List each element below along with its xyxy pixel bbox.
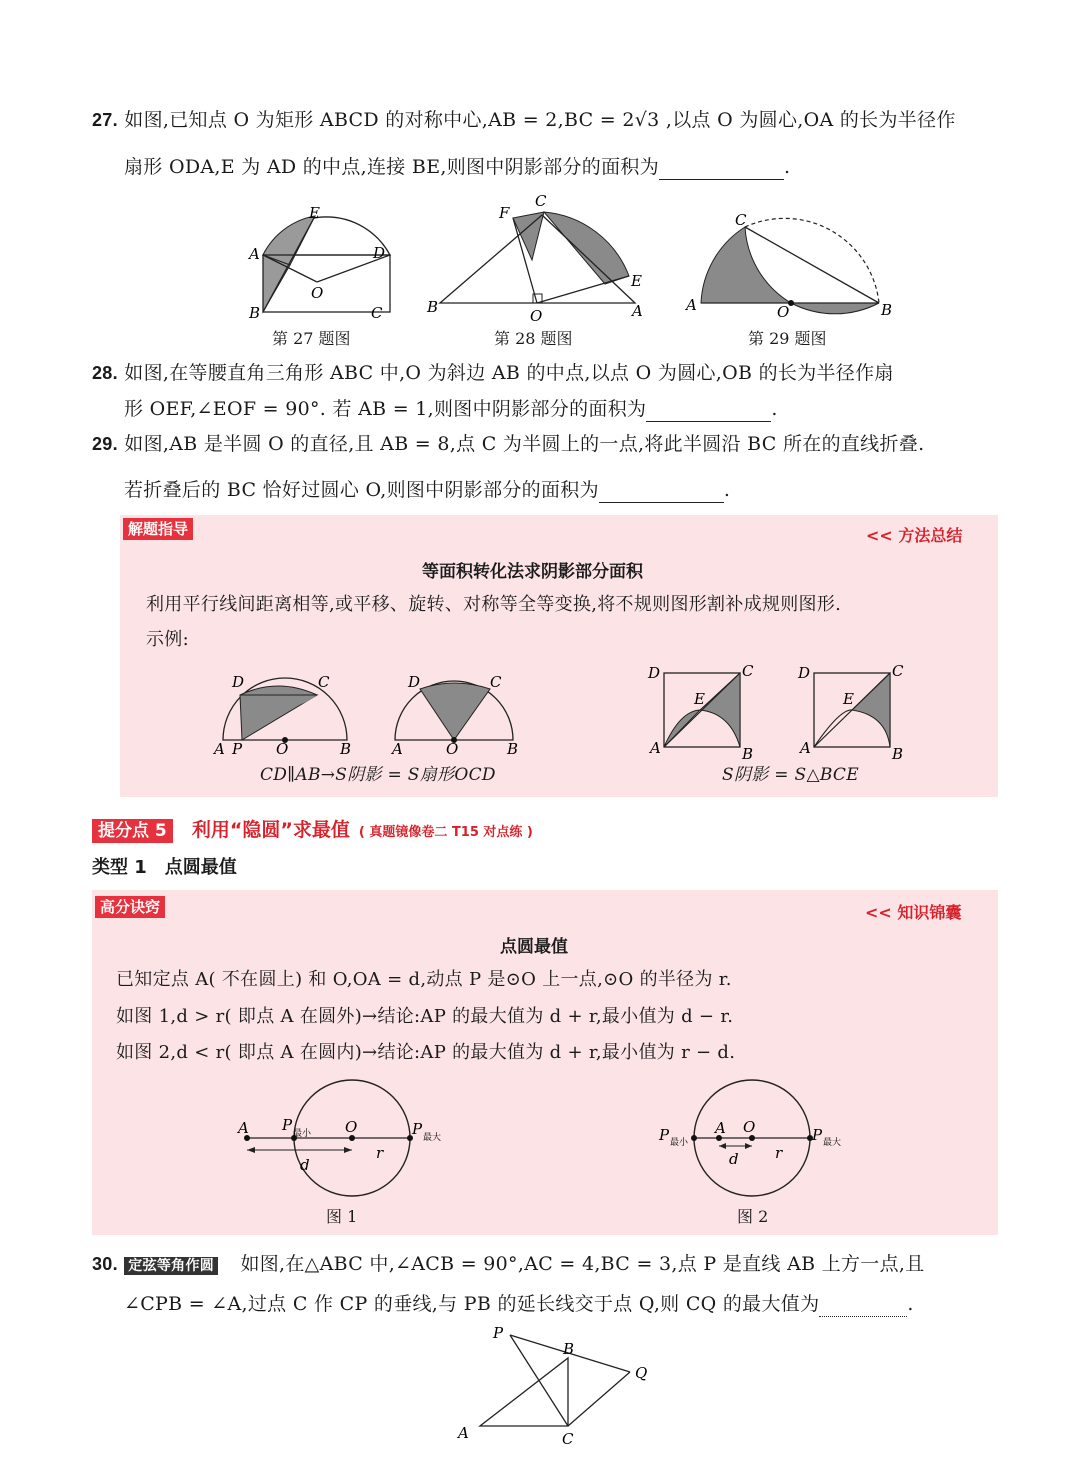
svg-text:d: d (300, 1156, 310, 1174)
q27-line1 (92, 108, 956, 132)
box2-tag: 高分诀窍 (95, 896, 165, 918)
q27-text-1: 如图,已知点 O 为矩形 ABCD 的对称中心,AB = 2,BC = 2√3 ,以点 O 为圆心,OA 的长为半径作 (124, 109, 956, 131)
svg-text:C: C (318, 673, 330, 691)
method-summary-box (120, 515, 998, 797)
q28-text-1: 如图,在等腰直角三角形 ABC 中,O 为斜边 AB 的中点,以点 O 为圆心,OB 的长为半径作扇 (124, 362, 894, 384)
fig30-label-A: A (458, 1424, 469, 1442)
fig27-label-D: D (373, 244, 386, 262)
q29-answer-blank (599, 478, 724, 503)
svg-text:C: C (742, 663, 754, 680)
box2-text-2: 如图 1,d > r( 即点 A 在圆外)→结论:AP 的最大值为 d + r,最小值为 d − r. (116, 1006, 734, 1027)
fig29-caption: 第 29 题图 (748, 329, 827, 348)
svg-text:D: D (648, 664, 661, 682)
q28-number: 28. (92, 363, 118, 383)
box2-title: 点圆最值 (500, 937, 568, 957)
figure-28 (425, 188, 650, 323)
svg-text:O: O (446, 740, 459, 758)
fig29-label-B: B (881, 301, 893, 319)
box2-caption-2: 图 2 (737, 1207, 769, 1226)
fig28-label-F: F (499, 204, 510, 222)
q30-text-1: 如图,在△ABC 中,∠ACB = 90°,AC = 4,BC = 3,点 P 是直线 AB 上方一点,且 (240, 1253, 925, 1275)
svg-text:D: D (798, 664, 811, 682)
svg-text:r: r (775, 1144, 783, 1162)
q30-text-2: ∠CPB = ∠A,过点 C 作 CP 的垂线,与 PB 的延长线交于点 Q,则 CQ 的最大值为 (124, 1293, 820, 1315)
svg-text:A: A (214, 740, 225, 758)
svg-text:P: P (232, 740, 243, 758)
svg-text:O: O (743, 1118, 756, 1136)
svg-text:B: B (742, 745, 754, 763)
q28-text-2: 形 OEF,∠EOF = 90°. 若 AB = 1,则图中阴影部分的面积为 (124, 398, 647, 420)
fig28-label-E: E (631, 272, 642, 290)
box1-formula-2: S阴影 = S△BCE (722, 765, 859, 785)
q30-line1 (92, 1252, 925, 1276)
section-title: 利用“隐圆”求最值 (191, 819, 350, 841)
fig29-label-O: O (777, 303, 790, 320)
svg-text:最小: 最小 (670, 1138, 689, 1148)
svg-text:B: B (340, 740, 352, 758)
svg-text:O: O (276, 740, 289, 758)
box1-title: 等面积转化法求阴影部分面积 (422, 562, 643, 582)
fig28-label-B: B (427, 298, 439, 316)
q30-number: 30. (92, 1254, 118, 1274)
q27-line2: 扇形 ODA,E 为 AD 的中点,连接 BE,则图中阴影部分的面积为 . (124, 156, 791, 178)
q27-number: 27. (92, 110, 118, 130)
q29-number: 29. (92, 434, 118, 454)
q29-line1 (92, 432, 924, 456)
fig28-shade-right (544, 212, 629, 284)
figure-29 (683, 205, 898, 320)
box1-text-2: 示例: (146, 629, 189, 650)
figure-30 (450, 1320, 660, 1450)
svg-text:D: D (232, 673, 245, 691)
fig30-label-C: C (562, 1430, 574, 1448)
box2-caption-1: 图 1 (326, 1207, 358, 1226)
fig27-label-C: C (371, 304, 383, 322)
q29-text-2: 若折叠后的 BC 恰好过圆心 O,则图中阴影部分的面积为 (124, 479, 599, 501)
box1-tag: 解题指导 (123, 518, 193, 540)
fig28-caption: 第 28 题图 (494, 329, 573, 348)
svg-text:A: A (715, 1119, 726, 1137)
q30-tag: 定弦等角作圆 (124, 1257, 218, 1275)
q28-line2: 形 OEF,∠EOF = 90°. 若 AB = 1,则图中阴影部分的面积为 . (124, 398, 778, 420)
box2-right-label: << 知识锦囊 (865, 903, 962, 922)
fig28-label-A: A (632, 302, 643, 320)
q30-line2: ∠CPB = ∠A,过点 C 作 CP 的垂线,与 PB 的延长线交于点 Q,则 CQ 的最大值为 . (124, 1293, 914, 1315)
box2-figure-2 (657, 1078, 887, 1203)
q28-answer-blank (646, 397, 771, 422)
fig29-label-C: C (735, 211, 747, 229)
fig28-label-O: O (530, 307, 543, 323)
svg-text:d: d (729, 1150, 739, 1168)
svg-text:D: D (408, 673, 421, 691)
box1-example-squares (640, 663, 910, 763)
section-header (92, 815, 533, 842)
fig29-shade-left (701, 227, 791, 303)
q30-answer-blank (819, 1292, 907, 1317)
q29-text-1: 如图,AB 是半圆 O 的直径,且 AB = 8,点 C 为半圆上的一点,将此半圆沿 BC 所在的直线折叠. (124, 433, 925, 455)
fig29-shade-bottom (791, 303, 879, 314)
fig27-label-B: B (249, 304, 261, 322)
svg-text:C: C (892, 663, 904, 680)
fig30-label-P: P (493, 1324, 504, 1342)
type-heading: 类型 1 点圆最值 (92, 857, 237, 878)
svg-text:E: E (694, 690, 705, 708)
figure-27 (245, 200, 395, 325)
svg-text:C: C (490, 673, 502, 691)
svg-text:A: A (650, 739, 661, 757)
fig27-label-O: O (311, 284, 324, 302)
svg-text:P: P (812, 1126, 823, 1144)
box1-example-semicircles (210, 665, 520, 760)
svg-text:最大: 最大 (423, 1133, 442, 1143)
svg-text:B: B (507, 740, 519, 758)
box2-figure-1 (232, 1078, 452, 1203)
box1-text-1: 利用平行线间距离相等,或平移、旋转、对称等全等变换,将不规则图形割补成规则图形. (146, 594, 842, 615)
section-tag: 提分点 5 (92, 819, 173, 843)
q27-text-2: 扇形 ODA,E 为 AD 的中点,连接 BE,则图中阴影部分的面积为 (124, 156, 660, 178)
fig27-label-A: A (249, 245, 260, 263)
q29-line2: 若折叠后的 BC 恰好过圆心 O,则图中阴影部分的面积为 . (124, 479, 731, 501)
fig27-label-E: E (309, 204, 320, 222)
box1-formula-1: CD∥AB→S阴影 = S扇形OCD (260, 765, 496, 785)
svg-text:B: B (892, 745, 904, 763)
svg-text:P: P (659, 1126, 670, 1144)
box2-text-3: 如图 2,d < r( 即点 A 在圆内)→结论:AP 的最大值为 d + r,最小值为 r − d. (116, 1042, 736, 1063)
svg-text:最大: 最大 (823, 1138, 842, 1148)
svg-text:O: O (345, 1118, 358, 1136)
fig30-label-Q: Q (635, 1364, 648, 1382)
section-subtitle: ( 真题镜像卷二 T15 对点练 ) (358, 825, 533, 840)
svg-text:A: A (392, 740, 403, 758)
q27-answer-blank (659, 155, 784, 180)
box2-text-1: 已知定点 A( 不在圆上) 和 O,OA = d,动点 P 是⊙O 上一点,⊙O 的半径为 r. (116, 969, 732, 990)
svg-text:E: E (843, 690, 854, 708)
svg-text:A: A (800, 739, 811, 757)
fig30-label-B: B (563, 1340, 575, 1358)
svg-text:最小: 最小 (293, 1129, 312, 1139)
q28-line1 (92, 361, 894, 385)
fig27-caption: 第 27 题图 (272, 329, 351, 348)
svg-text:P: P (412, 1120, 423, 1138)
fig29-label-A: A (686, 296, 697, 314)
box1-right-label: << 方法总结 (866, 526, 963, 545)
fig28-label-C: C (535, 192, 547, 210)
svg-text:P: P (282, 1116, 293, 1134)
svg-text:r: r (376, 1144, 384, 1162)
svg-text:A: A (238, 1119, 249, 1137)
knowledge-box (92, 890, 998, 1235)
